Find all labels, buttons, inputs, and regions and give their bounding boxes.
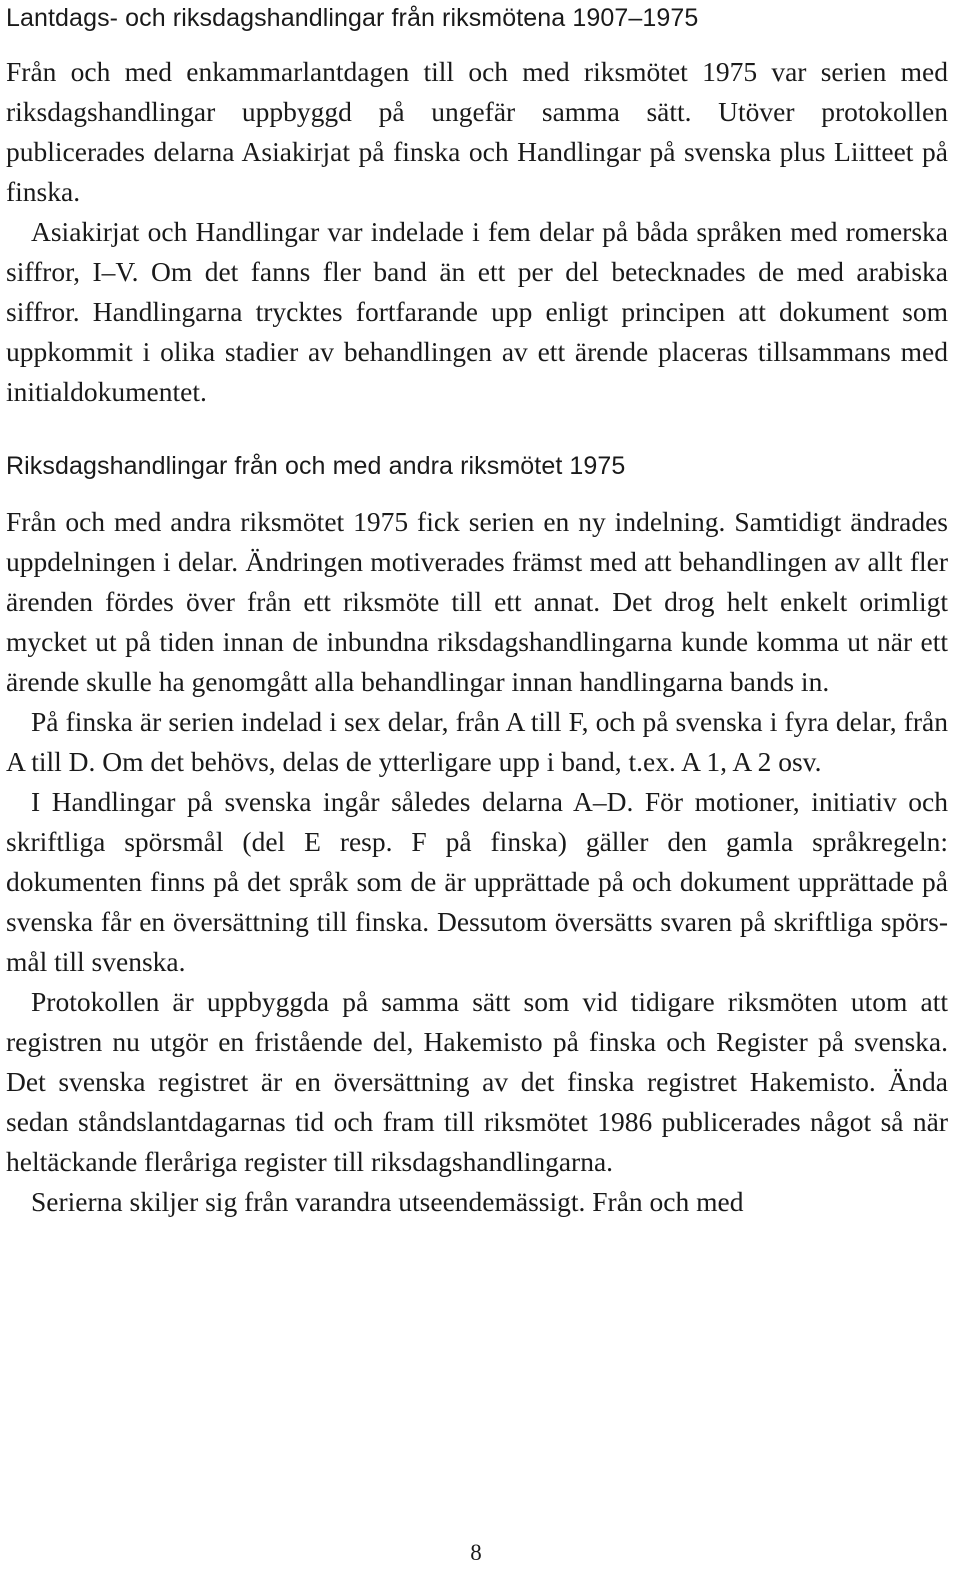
section-heading-1907-1975: Lantdags- och riksdagshandlingar från riksmötena 1907–1975	[6, 4, 699, 32]
paragraph: Asiakirjat och Handlingar var indelade i fem delar på båda språken med romerska siffror, I–V. Om det fanns fler band än ett per del betecknades de med arabiska siffror. Handlingarna trycktes fortfarande upp enligt principen att dokument som uppkommit i olika stadier av behandlingen av ett ärende placeras tillsammans med initialdokumentet.	[6, 216, 948, 407]
section-heading-1975: Riksdagshandlingar från och med andra riksmötet 1975	[6, 452, 626, 480]
paragraph: På finska är serien indelad i sex delar, från A till F, och på svenska i fyra delar, från A till D. Om det behövs, delas de ytterligare upp i band, t.ex. A 1, A 2 osv.	[6, 706, 948, 777]
paragraph: I Handlingar på svenska ingår således delarna A–D. För motioner, initiativ och skriftliga spörsmål (del E resp. F på finska) gäller den gamla språkregeln: dokumenten finns på det språk som de är upprättade på och dokument upprättade på svenska får en översättning till finska. Dessutom översätts svaren på skriftliga spörsmål till svenska.	[6, 786, 948, 977]
paragraph: Från och med andra riksmötet 1975 fick serien en ny indelning. Samtidigt ändrades uppdelningen i delar. Ändringen motiverades främst med att behandlingen av allt fler ärenden fördes över från ett riksmöte till ett annat. Det drog helt enkelt orimligt mycket ut på tiden innan de inbundna riksdagshandlingarna kunde komma ut när ett ärende skulle ha genomgått alla behandlingar innan handlingarna bands in.	[6, 506, 948, 697]
paragraph: Från och med enkammarlantdagen till och med riksmötet 1975 var serien med riksdagshandlingar uppbyggd på ungefär samma sätt. Utöver protokollen publicerades delarna Asiakirjat på finska och Handlingar på svenska plus Liitteet på finska.	[6, 56, 948, 207]
document-page	[6, 0, 948, 1222]
paragraph: Protokollen är uppbyggda på samma sätt som vid tidigare riksmöten utom att registren nu utgör en fristående del, Hakemisto på finska och Register på svenska. Det svenska registret är en översättning av det finska registret Hakemisto. Ända sedan ståndslantdagarnas tid och fram till riksmötet 1986 publicerades något så när heltäckande fleråriga register till riksdagshandlingarna.	[6, 986, 948, 1177]
page-number: 8	[470, 1540, 482, 1565]
paragraph: Serierna skiljer sig från varandra utseendemässigt. Från och med	[31, 1186, 744, 1217]
